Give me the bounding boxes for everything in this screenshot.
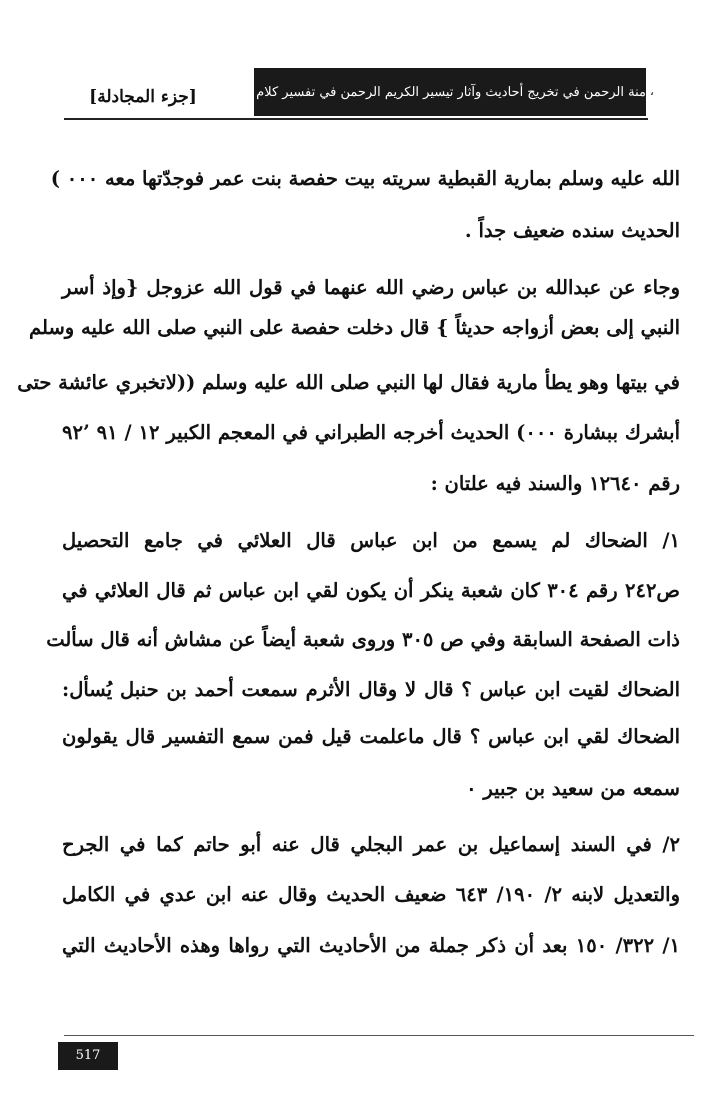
text-line: الله عليه وسلم بمارية القبطية سريته بيت حفصة بنت عمر فوجدّتها معه ٠٠٠ ) <box>50 167 680 190</box>
header-divider <box>64 118 648 120</box>
text-line: والتعديل لابنه ٢/ ١٩٠/ ٦٤٣ ضعيف الحديث وقال عنه ابن عدي في الكامل <box>62 883 680 906</box>
text-line: ٢/ في السند إسماعيل بن عمر البجلي قال عنه أبو حاتم كما في الجرح <box>62 833 680 856</box>
text-line: سمعه من سعيد بن جبير ٠ <box>466 777 680 800</box>
chapter-label: [جزء المجادلة] <box>89 87 197 107</box>
text-line: الحديث سنده ضعيف جداً . <box>464 219 680 242</box>
text-line: رقم ١٢٦٤٠ والسند فيه علتان : <box>430 472 680 495</box>
page-number: 517 <box>75 1048 101 1063</box>
book-title: منة الرحمن في تخريج أحاديث وآثار تيسير الكريم الرحمن في تفسير كلام المنان <box>219 85 646 100</box>
text-line: ذات الصفحة السابقة وفي ص ٣٠٥ وروى شعبة أيضاً عن مشاش أنه قال سألت <box>46 628 680 651</box>
text-line: ١/ ٣٢٢/ ١٥٠ بعد أن ذكر جملة من الأحاديث التي رواها وهذه الأحاديث التي <box>62 934 680 957</box>
text-line: أبشرك ببشارة ٠٠٠) الحديث أخرجه الطبراني في المعجم الكبير ١٢ / ٩١ ’٩٢ <box>62 421 680 444</box>
text-line: النبي إلى بعض أزواجه حديثاً } قال دخلت حفصة على النبي صلى الله عليه وسلم <box>29 316 680 339</box>
text-line: الضحاك لقيت ابن عباس ؟ قال لا وقال الأثرم سمعت أحمد بن حنبل يُسأل: <box>62 678 680 701</box>
footer-divider <box>64 1035 694 1036</box>
text-line: ص٢٤٢ رقم ٣٠٤ كان شعبة ينكر أن يكون لقي ابن عباس ثم قال العلائي في <box>62 579 680 602</box>
text-line: الضحاك لقي ابن عباس ؟ قال ماعلمت قيل فمن سمع التفسير قال يقولون <box>62 725 680 748</box>
text-line: في بيتها وهو يطأ مارية فقال لها النبي صلى الله عليه وسلم ((لاتخبري عائشة حتى <box>17 371 680 394</box>
header-mark: ، <box>650 84 654 98</box>
text-line: ١/ الضحاك لم يسمع من ابن عباس قال العلائي في جامع التحصيل <box>62 529 680 552</box>
text-line: وجاء عن عبدالله بن عباس رضي الله عنهما في قول الله عزوجل {وإذ أسر <box>62 276 680 299</box>
